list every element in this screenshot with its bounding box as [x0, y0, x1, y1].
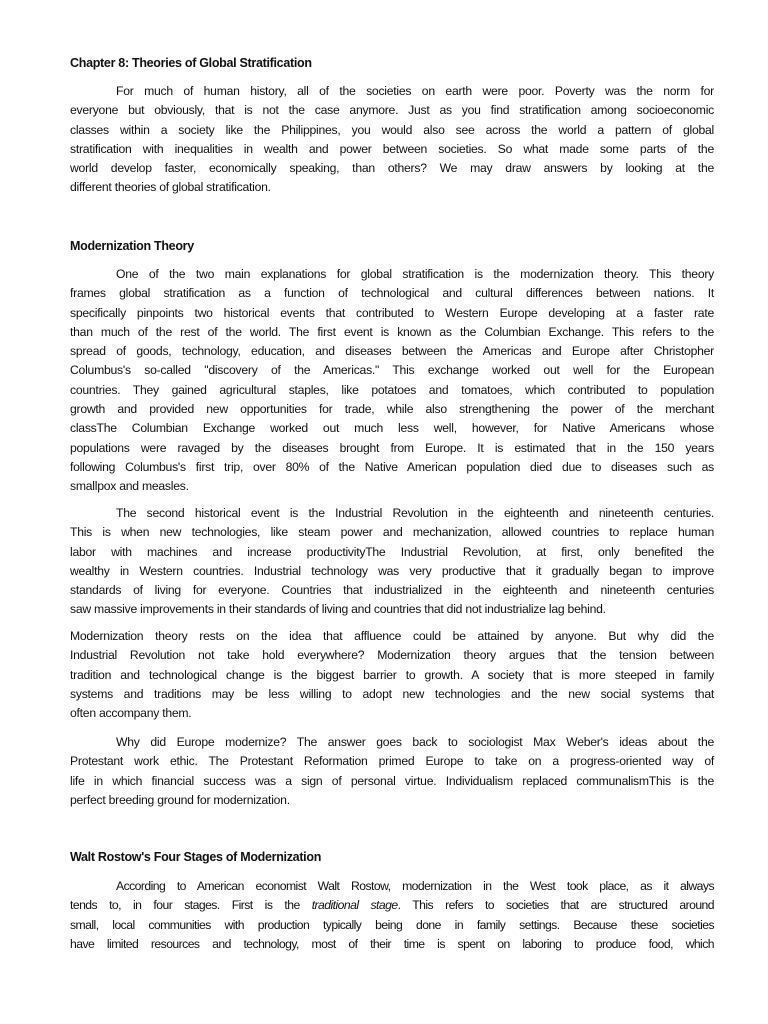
text-line: everyone but obviously, that is not the case anymore. Just as you find stratification among socioeconomic: [70, 103, 714, 118]
text-line: systems and traditions may be less willing to adopt new technologies and the new social systems that: [70, 686, 714, 701]
text-line: smallpox and measles.: [70, 479, 189, 494]
text-line: often accompany them.: [70, 706, 192, 721]
text-line: [70, 896, 714, 915]
text-line: small, local communities with production typically being done in family settings. Because these societies: [70, 917, 714, 932]
text-line: stratification with inequalities in wealth and power between societies. So what made some parts of the: [70, 141, 714, 156]
text-line: One of the two main explanations for global stratification is the modernization theory. This theory: [116, 267, 714, 281]
rostow-heading: Walt Rostow's Four Stages of Modernization: [70, 850, 322, 864]
chapter-title: Chapter 8: Theories of Global Stratification: [70, 56, 312, 70]
text-line: labor with machines and increase productivityThe Industrial Revolution, at first, only benefited the: [70, 544, 714, 559]
text-line: frames global stratification as a function of technological and cultural differences between nations. It: [70, 286, 714, 301]
text-line: growth and provided new opportunities for trade, while also strengthening the power of the merchant: [70, 402, 714, 417]
rostow-p1: [70, 877, 714, 954]
text-line: saw massive improvements in their standards of living and countries that did not industrialize lag behind.: [70, 602, 606, 617]
modernization-p1: [70, 265, 714, 497]
text-segment: tends to, in four stages. First is the: [70, 898, 312, 913]
text-line: than much of the rest of the world. The first event is known as the Columbian Exchange. This refers to the: [70, 324, 714, 339]
text-line: have limited resources and technology, most of their time is spent on laboring to produce food, which: [70, 936, 714, 951]
text-line: life in which financial success was a sign of personal virtue. Individualism replaced communalismThis is the: [70, 773, 714, 788]
modernization-p3: [70, 627, 714, 723]
text-line: wealthy in Western countries. Industrial technology was very productive that it gradually began to improve: [70, 563, 714, 578]
text-line: populations were ravaged by the diseases brought from Europe. It is estimated that in the 150 years: [70, 440, 714, 455]
text-line: following Columbus's first trip, over 80% of the Native American population died due to diseases such as: [70, 459, 714, 474]
text-segment: . This refers to societies that are structured around: [397, 898, 715, 913]
modernization-heading: Modernization Theory: [70, 239, 194, 253]
text-line: According to American economist Walt Rostow, modernization in the West took place, as it always: [116, 879, 714, 893]
text-line: spread of goods, technology, education, and diseases between the Americas and Europe after Christopher: [70, 344, 714, 359]
text-line: classThe Columbian Exchange worked out much less well, however, for Native Americans whose: [70, 421, 714, 436]
text-line: tradition and technological change is the biggest barrier to growth. A society that is more steeped in family: [70, 667, 714, 682]
text-line: classes within a society like the Philippines, you would also see across the world a pattern of global: [70, 122, 714, 137]
text-line: perfect breeding ground for modernization.: [70, 792, 290, 807]
text-line: Industrial Revolution not take hold everywhere? Modernization theory argues that the tension between: [70, 648, 714, 663]
text-line: standards of living for everyone. Countries that industrialized in the eighteenth and nineteenth centuries: [70, 583, 714, 598]
text-line: world develop faster, economically speaking, than others? We may draw answers by looking at the: [70, 161, 714, 176]
text-line: For much of human history, all of the societies on earth were poor. Poverty was the norm for: [116, 84, 714, 98]
text-line: Modernization theory rests on the idea that affluence could be attained by anyone. But why did the: [70, 629, 714, 643]
text-line: This is when new technologies, like steam power and mechanization, allowed countries to replace human: [70, 525, 714, 540]
text-line: Protestant work ethic. The Protestant Reformation primed Europe to take on a progress-oriented way of: [70, 754, 714, 769]
text-line: specifically pinpoints two historical events that contributed to Western Europe developing at a faster rate: [70, 305, 714, 320]
italic-term: traditional stage: [311, 898, 398, 913]
text-line: Columbus's so-called "discovery of the Americas." This exchange worked out well for the European: [70, 363, 714, 378]
text-line: different theories of global stratification.: [70, 180, 271, 195]
modernization-p4: [70, 733, 714, 810]
text-line: Why did Europe modernize? The answer goes back to sociologist Max Weber's ideas about the: [116, 735, 714, 749]
modernization-p2: [70, 504, 714, 620]
intro-section: [70, 82, 714, 198]
text-line: countries. They gained agricultural staples, like potatoes and tomatoes, which contributed to population: [70, 382, 714, 397]
text-line: The second historical event is the Industrial Revolution in the eighteenth and nineteenth centuries.: [116, 506, 714, 520]
